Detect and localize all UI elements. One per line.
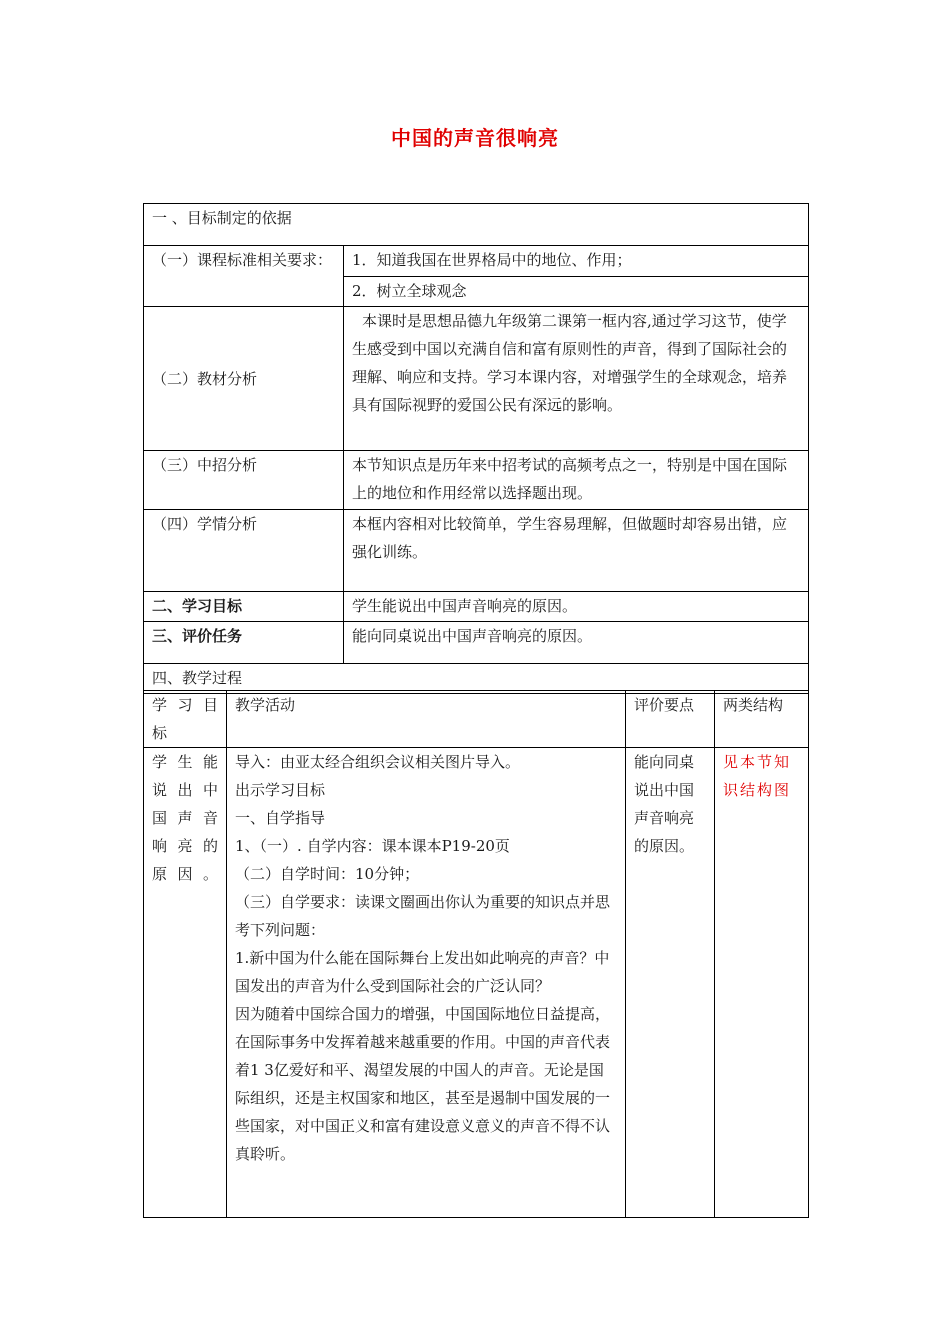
section4-heading: 四、教学过程 xyxy=(144,664,809,694)
curriculum-item-2: 2．树立全球观念 xyxy=(344,277,809,307)
curriculum-item-1: 1．知道我国在世界格局中的地位、作用； xyxy=(344,246,809,277)
activity-line-3: 一、自学指导 xyxy=(235,809,326,827)
objectives-table xyxy=(143,203,809,694)
activity-line-6: （三）自学要求：读课文圈画出你认为重要的知识点并思考下列问题： xyxy=(235,893,611,939)
header-structure: 两类结构 xyxy=(715,691,809,748)
textbook-text-body: 本课时是思想品德九年级第二课第一框内容,通过学习这节，使学生感受到中国以充满自信和富有原则性的声音，得到了国际社会的理解、响应和支持。学习本课内容，对增强学生的全球观念，培养具有国际视野的爱国公民有深远的影响。 xyxy=(352,312,788,414)
exam-label: （三）中招分析 xyxy=(144,451,344,510)
header-eval: 评价要点 xyxy=(626,691,715,748)
learning-goal-label: 二、学习目标 xyxy=(144,592,344,622)
activity-cell xyxy=(227,748,626,1218)
activity-line-5: （二）自学时间：10分钟； xyxy=(235,865,420,883)
teaching-process-table xyxy=(143,690,809,1218)
activity-line-1: 导入：由亚太经合组织会议相关图片导入。 xyxy=(235,753,521,771)
header-goal: 学 习 目 标 xyxy=(144,691,227,748)
textbook-label: （二）教材分析 xyxy=(144,307,344,451)
structure-cell: 见本节知识结构图 xyxy=(715,748,809,1218)
learning-goal-text: 学生能说出中国声音响亮的原因。 xyxy=(344,592,809,622)
page-title: 中国的声音很响亮 xyxy=(391,126,559,150)
header-activity: 教学活动 xyxy=(227,691,626,748)
activity-line-4: 1、（一）. 自学内容：课本课本P19-20页 xyxy=(235,837,510,855)
curriculum-label xyxy=(144,246,344,307)
exam-text: 本节知识点是历年来中招考试的高频考点之一，特别是中国在国际上的地位和作用经常以选择题出现。 xyxy=(344,451,809,510)
curriculum-label-text: （一）课程标准相关要求： xyxy=(152,251,333,269)
section1-heading: 一 、目标制定的依据 xyxy=(144,204,809,246)
activity-line-8: 因为随着中国综合国力的增强，中国国际地位日益提高，在国际事务中发挥着越来越重要的作用。中国的声音代表着1 3亿爱好和平、渴望发展的中国人的声音。无论是国际组织，还是主权国家和地区，甚至是遏制中国发展的一些国家，对中国正义和富有建设意义意义的声音不得不认真聆听。 xyxy=(235,1005,611,1163)
activity-line-2: 出示学习目标 xyxy=(235,781,326,799)
activity-line-7: 1.新中国为什么能在国际舞台上发出如此响亮的声音？中国发出的声音为什么受到国际社会的广泛认同？ xyxy=(235,949,610,995)
eval-cell: 能向同桌说出中国声音响亮的原因。 xyxy=(626,748,715,1218)
student-label: （四）学情分析 xyxy=(144,510,344,592)
evaluation-task-text: 能向同桌说出中国声音响亮的原因。 xyxy=(344,622,809,664)
evaluation-task-label: 三、评价任务 xyxy=(144,622,344,664)
student-text: 本框内容相对比较简单，学生容易理解，但做题时却容易出错，应强化训练。 xyxy=(344,510,809,592)
goal-cell: 学 生 能 说 出 中 国 声 音 响 亮 的 原因。 xyxy=(144,748,227,1218)
textbook-text xyxy=(344,307,809,451)
